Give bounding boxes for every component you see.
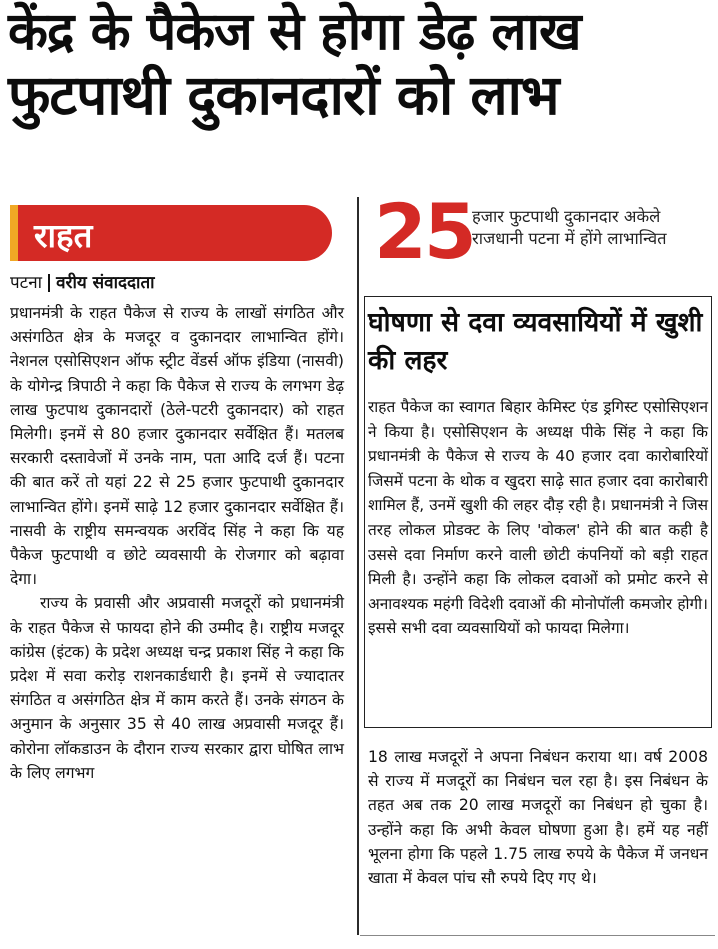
- callout-text: हजार फुटपाथी दुकानदार अकेले राजधानी पटना में होंगे लाभान्वित: [472, 207, 667, 248]
- left-paragraph-2: राज्य के प्रवासी और अप्रवासी मजदूरों को प्रधानमंत्री के राहत पैकेज से फायदा होने की उम्मीद है। राष्ट्रीय मजदूर कांग्रेस (इंटक) के प्रदेश अध्यक्ष चन्द्र प्रकाश सिंह ने कहा कि प्रदेश में सवा करोड़ राशनकार्डधारी है। इनमें से ज्यादातर संगठित व असंगठित क्षेत्र में काम करते हैं। उनके संगठन के अनुमान के अनुसार 35 से 40 लाख अप्रवासी मजदूर हैं। कोरोना लॉकडाउन के दौरान राज्य सरकार द्वारा घोषित लाभ के लिए लगभग: [10, 594, 344, 782]
- section-tag-label: राहत: [34, 216, 93, 255]
- byline-divider: [48, 274, 50, 292]
- sidebar-body: राहत पैकेज का स्वागत बिहार केमिस्ट एंड ड्रगिस्ट एसोसिएशन ने किया है। एसोसिएशन के अध्यक्ष पीके सिंह ने कहा कि प्रधानमंत्री के पैकेज से राज्य के 40 हजार दवा कारोबारियों जिसमें पटना के थोक व खुदरा साढ़े सात हजार दवा कारोबारी शामिल हैं, उनमें खुशी की लहर दौड़ रही है। प्रधानमंत्री ने जिस तरह लोकल प्रोडक्ट के लिए 'वोकल' होने की बात कही है उससे दवा निर्माण करने वाली छोटी कंपनियों को बड़ी राहत मिली है। उन्होंने कहा कि लोकल दवाओं को प्रमोट करने से अनावश्यक महंगी विदेशी दवाओं की मोनोपॉली कमजोर होगी। इससे सभी दवा व्यवसायियों को फायदा मिलेगा।: [368, 398, 708, 638]
- byline: [10, 270, 155, 293]
- column-divider: [357, 197, 359, 935]
- byline-city: पटना: [10, 273, 43, 293]
- bottom-rule: [360, 935, 715, 936]
- left-column: [10, 301, 344, 785]
- right-paragraph: 18 लाख मजदूरों ने अपना निबंधन कराया था। वर्ष 2008 से राज्य में मजदूरों का निबंधन चल रहा है। इस निबंधन के तहत अब तक 20 लाख मजदूरों का निबंधन हो चुका है। उन्होंने कहा कि अभी केवल घोषणा हुआ है। हमें यह नहीं भूलना होगा कि पहले 1.75 लाख रुपये के पैकेज में जनधन खाता में केवल पांच सौ रुपये दिए गए थे।: [368, 748, 708, 888]
- sidebar-heading: घोषणा से दवा व्यवसायियों में खुशी की लहर: [368, 307, 703, 376]
- headline-line-2: फुटपाथी दुकानदारों को लाभ: [8, 63, 559, 128]
- headline: [8, 4, 708, 126]
- section-tag: [10, 205, 332, 261]
- byline-reporter: वरीय संवाददाता: [56, 273, 155, 293]
- tag-stripe: [10, 205, 18, 261]
- right-column: [368, 745, 708, 890]
- callout-number: 25: [374, 187, 474, 276]
- headline-line-1: केंद्र के पैकेज से होगा डेढ़ लाख: [8, 2, 581, 62]
- stat-callout: [368, 187, 708, 288]
- left-paragraph-1: प्रधानमंत्री के राहत पैकेज से राज्य के लाखों संगठित और असंगठित क्षेत्र के मजदूर व दुकानदार लाभान्वित होंगे। नेशनल एसोसिएशन ऑफ स्ट्रीट वेंडर्स ऑफ इंडिया (नासवी) के योगेन्द्र त्रिपाठी ने कहा कि पैकेज से राज्य के लगभग डेढ़ लाख फुटपाथ दुकानदारों (ठेले-पटरी दुकानदार) को राहत मिलेगी। इनमें से 80 हजार दुकानदार सर्वेक्षित हैं। मतलब सरकारी दस्तावेजों में उनके नाम, पता आदि दर्ज हैं। पटना की बात करें तो यहां 22 से 25 हजार फुटपाथी दुकानदार लाभान्वित होंगे। इनमें साढ़े 12 हजार दुकानदार सर्वेक्षित हैं। नासवी के राष्ट्रीय समन्वयक अरविंद सिंह ने कहा कि यह पैकेज फुटपाथी व छोटे व्यवसायी के रोजगार को बढ़ावा देगा।: [10, 304, 344, 589]
